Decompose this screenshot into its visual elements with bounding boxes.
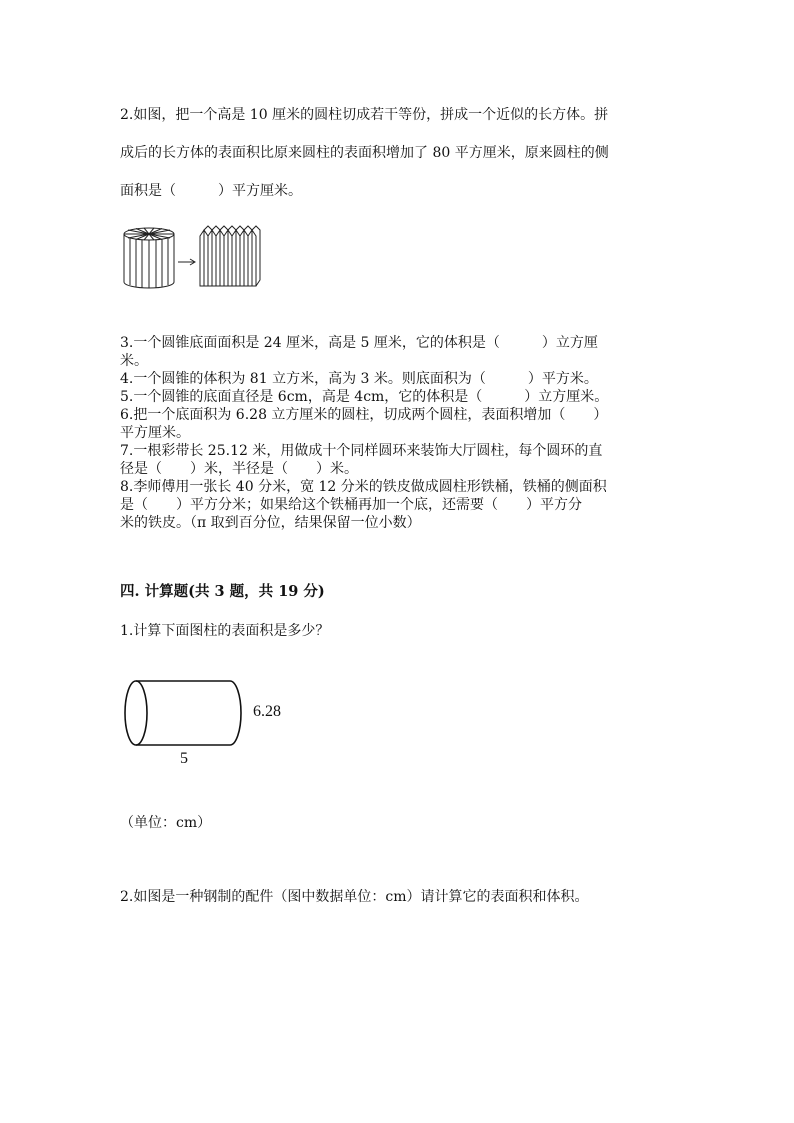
fill-in-questions	[120, 334, 675, 532]
q2-line-1: 2.如图，把一个高是 10 厘米的圆柱切成若干等份，拼成一个近似的长方体。拼	[120, 107, 609, 123]
cylinder-length-label: 5	[180, 750, 188, 767]
q2-line-2: 成后的长方体的表面积比原来圆柱的表面积增加了 80 平方厘米，原来圆柱的侧	[120, 145, 609, 161]
question-line: 平方厘米。	[120, 425, 190, 441]
question-line: 米。	[120, 353, 148, 369]
cylinder-height-label: 6.28	[253, 703, 281, 720]
question-line: 6.把一个底面积为 6.28 立方厘米的圆柱，切成两个圆柱，表面积增加（ ）	[120, 407, 608, 423]
horizontal-cylinder-figure	[122, 676, 252, 750]
question-line: 3.一个圆锥底面面积是 24 厘米，高是 5 厘米，它的体积是（ ）立方厘	[120, 335, 598, 351]
question-line: 是（ ）平方分米；如果给这个铁桶再加一个底，还需要（ ）平方分	[120, 497, 582, 513]
section-heading: 四. 计算题(共 3 题，共 19 分)	[120, 583, 325, 600]
q2-line-3: 面积是（ ）平方厘米。	[120, 183, 302, 199]
calc-question-1: 1.计算下面图柱的表面积是多少？	[120, 623, 330, 639]
question-line: 8.李师傅用一张长 40 分米，宽 12 分米的铁皮做成圆柱形铁桶，铁桶的侧面积	[120, 479, 607, 495]
question-2	[120, 96, 675, 210]
question-line: 径是（ ）米，半径是（ ）米。	[120, 461, 358, 477]
unit-note: （单位：cm）	[120, 815, 212, 831]
question-line: 米的铁皮。（π 取到百分位，结果保留一位小数）	[120, 515, 421, 531]
question-line: 4.一个圆锥的体积为 81 立方米，高为 3 米。则底面积为（ ）平方米。	[120, 371, 598, 387]
cylinder-to-cuboid-figure	[118, 222, 268, 290]
question-line: 5.一个圆锥的底面直径是 6cm，高是 4cm，它的体积是（ ）立方厘米。	[120, 389, 609, 405]
calc-question-2: 2.如图是一种钢制的配件（图中数据单位：cm）请计算它的表面积和体积。	[120, 889, 589, 905]
question-line: 7.一根彩带长 25.12 米，用做成十个同样圆环来装饰大厅圆柱，每个圆环的直	[120, 443, 603, 459]
